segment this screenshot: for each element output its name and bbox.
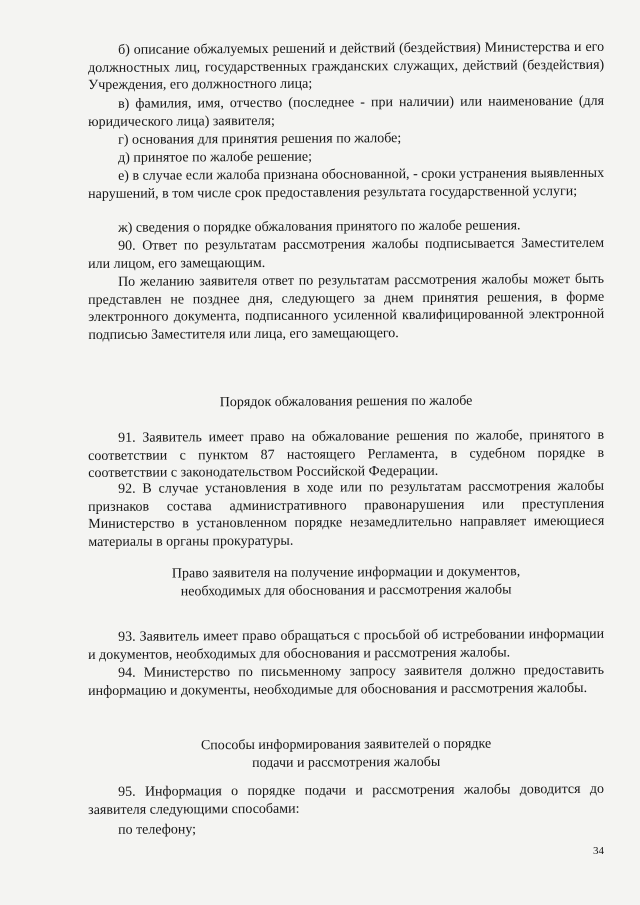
heading-line: Право заявителя на получение информации и документов, (171, 564, 521, 582)
paragraph-90: 90. Ответ по результатам рассмотрения жалобы подписывается Заместителем или лицом, его замещающим. (88, 235, 605, 272)
paragraph-item-v: в) фамилия, имя, отчество (последнее - при наличии) или наименование (для юридического лица) заявителя; (88, 93, 605, 130)
paragraph-91: 91. Заявитель имеет право на обжалование решения по жалобе, принятого в соответствии с пунктом 87 настоящего Регламента, в судебном порядке в соответствии с законодательством Российской Федерации. (88, 427, 605, 482)
section-heading-appeal: Порядок обжалования решения по жалобе (219, 393, 473, 411)
page-number: 34 (593, 845, 604, 857)
paragraph-95: 95. Информация о порядке подачи и рассмотрения жалобы доводится до заявителя следующими способами: (88, 781, 605, 818)
paragraph-95-phone: по телефону; (118, 822, 197, 838)
paragraph-item-d: д) принятое по жалобе решение; (118, 149, 313, 166)
section-heading-informing-methods (88, 735, 604, 773)
paragraph-item-e: е) в случае если жалоба признана обоснованной, - сроки устранения выявленных нарушений, в том числе срок предоставления результата государственной услуги; (88, 165, 605, 202)
paragraph-item-zh: ж) сведения о порядке обжалования принятого по жалобе решения. (118, 218, 521, 236)
paragraph-item-g: г) основания для принятия решения по жалобе; (118, 131, 402, 148)
paragraph-94: 94. Министерство по письменному запросу заявителя должно предоставить информацию и документы, необходимые для обоснования и рассмотрения жалобы. (88, 662, 605, 699)
heading-line: Способы информирования заявителей о порядке (200, 736, 492, 754)
paragraph-93: 93. Заявитель имеет право обращаться с просьбой об истребовании информации и документов, необходимых для обоснования и рассмотрения жалобы. (88, 626, 605, 663)
heading-line: подачи и рассмотрения жалобы (252, 754, 441, 771)
paragraph-item-b: б) описание обжалуемых решений и действий (бездействия) Министерства и его должностных лиц, государственных гражданских служащих, действий (бездействия) Учреждения, его должностного лица; (88, 39, 605, 94)
heading-line: необходимых для обоснования и рассмотрения жалобы (180, 582, 512, 600)
section-heading-information-right (88, 563, 604, 601)
paragraph-90-electronic: По желанию заявителя ответ по результатам рассмотрения жалобы может быть представлен не позднее дня, следующего за днем принятия решения, в форме электронного документа, подписанного усиленной квалифицированной электронной подписью Заместителя или лица, его замещающего. (88, 271, 605, 343)
paragraph-92: 92. В случае установления в ходе или по результатам рассмотрения жалобы признаков состава административного правонарушения или преступления Министерство в установленном порядке незамедлительно направляет имеющиеся материалы в органы прокуратуры. (88, 478, 605, 550)
